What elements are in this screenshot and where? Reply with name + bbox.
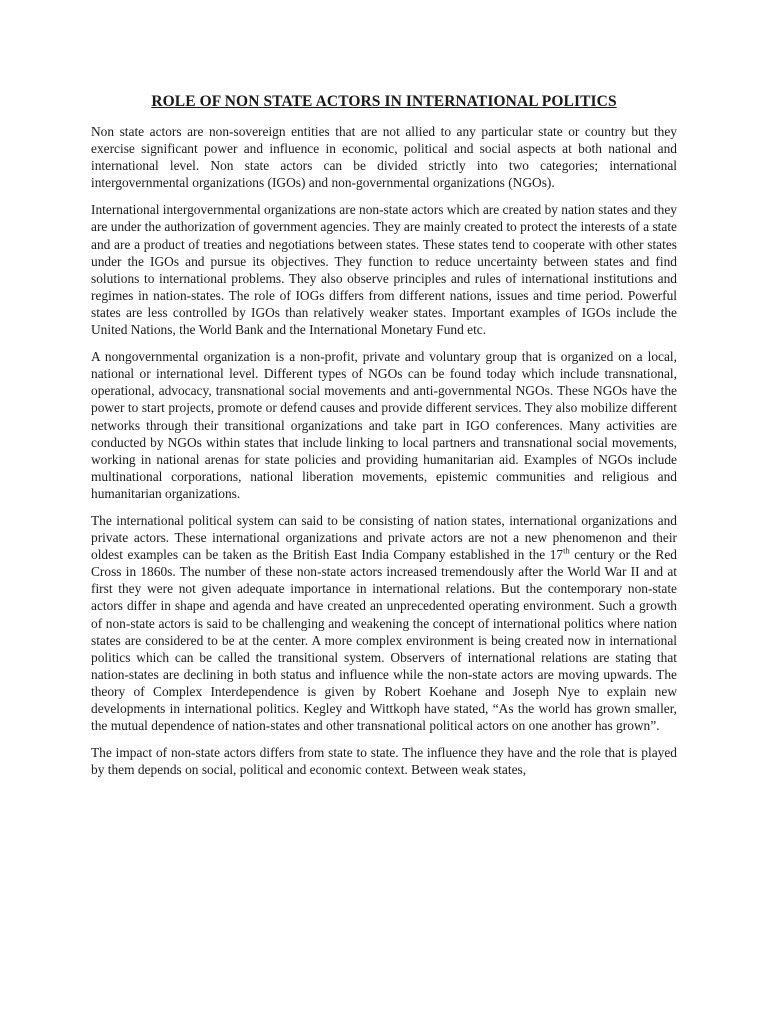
superscript-ordinal: th	[563, 545, 570, 556]
paragraph-political-system	[91, 512, 677, 734]
document-title: ROLE OF NON STATE ACTORS IN INTERNATIONAL POLITICS	[151, 93, 617, 110]
document-body	[91, 92, 677, 788]
paragraph-igos: International intergovernmental organizations are non-state actors which are created by nation states and they are under the authorization of government agencies. They are mainly created to protect the interests of a state and are a product of treaties and negotiations between states. These states tend to cooperate with other states under the IGOs and pursue its objectives. They function to reduce uncertainty between states and find solutions to international problems. They also observe principles and rules of international institutions and regimes in nation-states. The role of IOGs differs from different nations, issues and time period. Powerful states are less controlled by IGOs than relatively weaker states. Important examples of IGOs include the United Nations, the World Bank and the International Monetary Fund etc.	[91, 202, 677, 338]
paragraph-intro: Non state actors are non-sovereign entities that are not allied to any particular state or country but they exercise significant power and influence in economic, political and social aspects at both national and international level. Non state actors can be divided strictly into two categories; international intergovernmental organizations (IGOs) and non-governmental organizations (NGOs).	[91, 124, 677, 191]
paragraph-text-part: The international political system can said to be consisting of nation states, international organizations and private actors. These international organizations and private actors are not a new phenomenon and their oldest examples can be taken as the British East India Company established in the 17	[91, 512, 677, 563]
paragraph-ngos: A nongovernmental organization is a non-profit, private and voluntary group that is organized on a local, national or international level. Different types of NGOs can be found today which include transnational, operational, advocacy, transnational social movements and anti-governmental NGOs. These NGOs have the power to start projects, promote or defend causes and provide different services. They also mobilize different networks through their transitional organizations and take part in IGO conferences. Many activities are conducted by NGOs within states that include linking to local partners and transnational social movements, working in national arenas for state policies and providing humanitarian aid. Examples of NGOs include multinational corporations, national liberation movements, epistemic communities and religious and humanitarian organizations.	[91, 349, 677, 501]
paragraph-impact: The impact of non-state actors differs from state to state. The influence they have and the role that is played by them depends on social, political and economic context. Between weak states,	[91, 745, 677, 778]
paragraph-text-part: century or the Red Cross in 1860s. The number of these non-state actors increased tremendously after the World War II and at first they were not given adequate importance in international relations. But the contemporary non-state actors differ in shape and agenda and have created an unprecedented operating environment. Such a growth of non-state actors is said to be challenging and weakening the concept of international politics where nation states are considered to be at the center. A more complex environment is being created now in international politics which can be called the transitional system. Observers of international relations are stating that nation-states are declining in both status and influence while the non-state actors are moving upwards. The theory of Complex Interdependence is given by Robert Koehane and Joseph Nye to explain new developments in international politics. Kegley and Wittkoph have stated, “As the world has grown smaller, the mutual dependence of nation-states and other transnational political actors on one another has grown”.	[91, 547, 677, 734]
